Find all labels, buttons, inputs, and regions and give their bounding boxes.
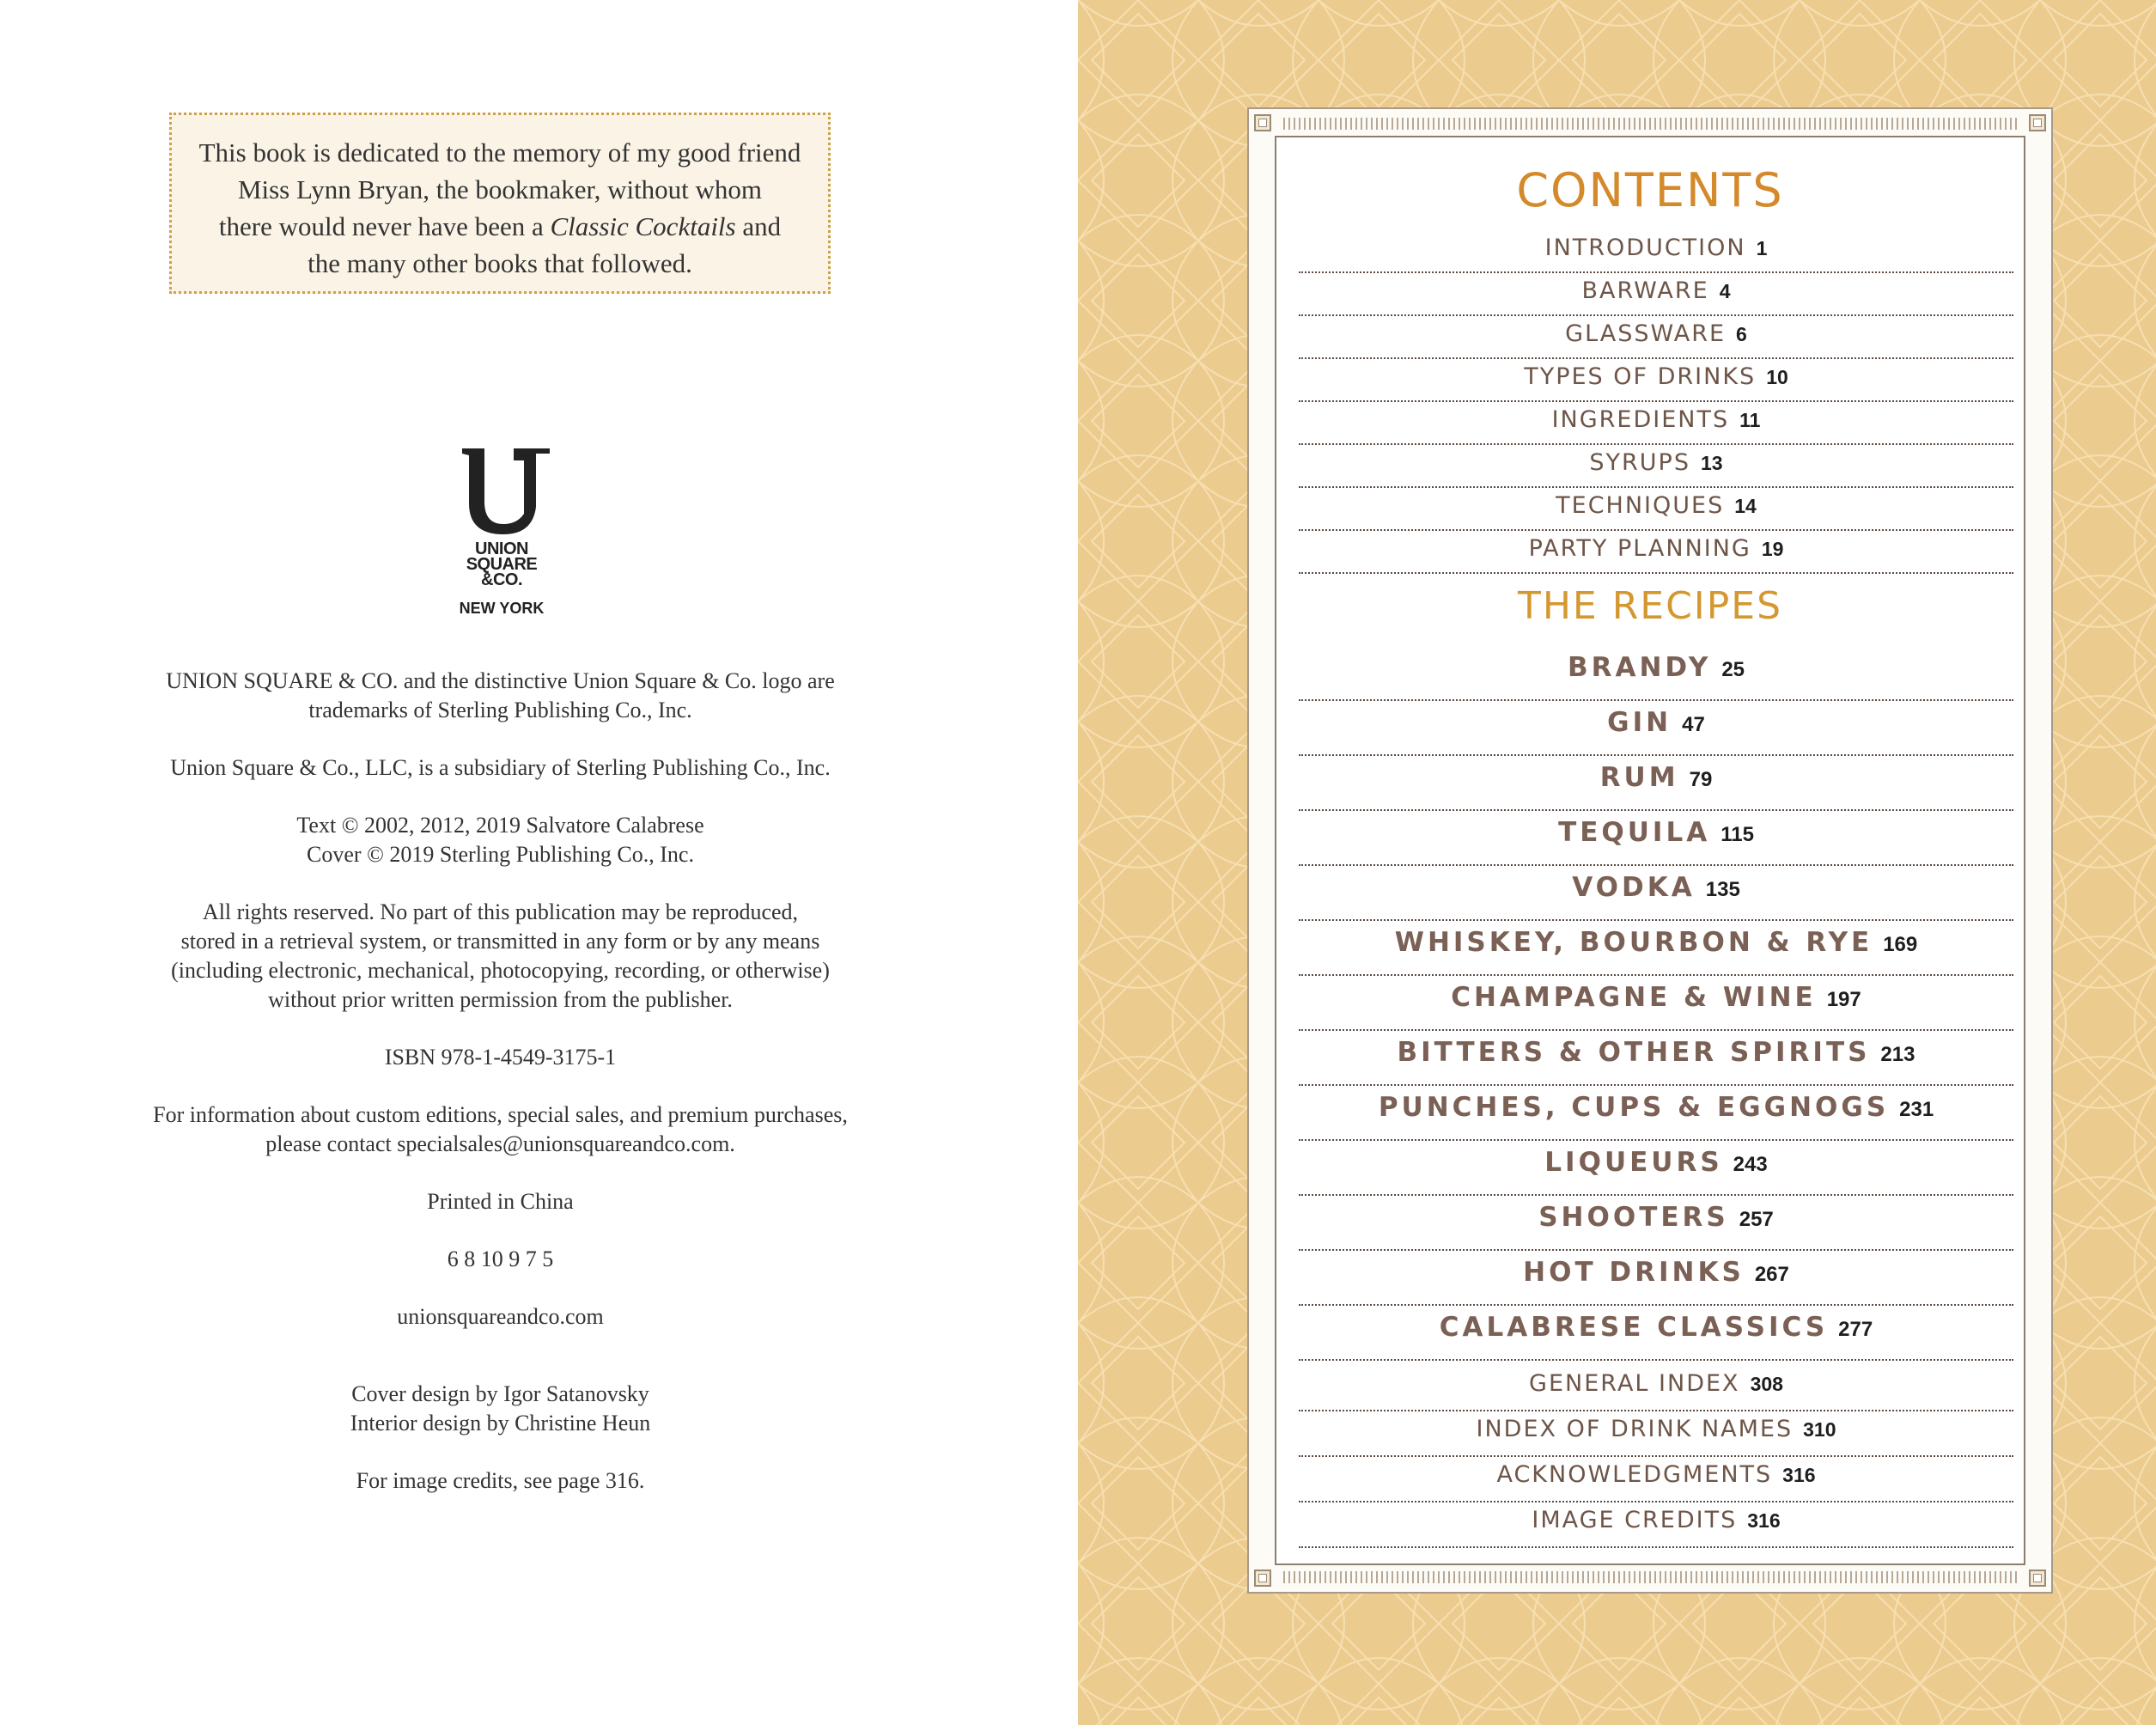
toc-entry[interactable]: INGREDIENTS 11 bbox=[1299, 402, 2013, 445]
toc-recipe-entry[interactable]: VODKA 135 bbox=[1299, 866, 2013, 921]
sales-notice: For information about custom editions, special sales, and premium purchases, please contact specialsales@unionsquareandco.com. bbox=[153, 1102, 848, 1156]
toc-entry[interactable]: TECHNIQUES 14 bbox=[1299, 488, 2013, 531]
subsidiary-notice: Union Square & Co., LLC, is a subsidiary of Sterling Publishing Co., Inc. bbox=[170, 755, 831, 780]
dedication-line: the many other books that followed. bbox=[308, 248, 692, 278]
toc-recipe-entry[interactable]: LIQUEURS 243 bbox=[1299, 1141, 2013, 1196]
toc-entry[interactable]: BARWARE 4 bbox=[1299, 273, 2013, 316]
toc-recipe-entry[interactable]: RUM 79 bbox=[1299, 756, 2013, 811]
toc-recipe-entry[interactable]: PUNCHES, CUPS & EGGNOGS 231 bbox=[1299, 1086, 2013, 1141]
book-title-italic: Classic Cocktails bbox=[550, 211, 736, 241]
toc-recipe-entry[interactable]: SHOOTERS 257 bbox=[1299, 1196, 2013, 1251]
toc-recipe-entry[interactable]: CALABRESE CLASSICS 277 bbox=[1299, 1306, 2013, 1361]
dedication-line: Miss Lynn Bryan, the bookmaker, without whom bbox=[237, 174, 763, 204]
toc-recipe-entry[interactable]: WHISKEY, BOURBON & RYE 169 bbox=[1299, 921, 2013, 976]
printed-in: Printed in China bbox=[427, 1189, 574, 1214]
logo-union: UNION bbox=[475, 539, 528, 558]
rights-notice: All rights reserved. No part of this publication may be reproduced, stored in a retrieval system, or transmitted in any form or by any means (including electronic, mechanical, photocopying, recording, or otherwise) without prior written permission from the publisher. bbox=[171, 899, 830, 1012]
dedication-box bbox=[169, 113, 831, 294]
isbn: ISBN 978-1-4549-3175-1 bbox=[384, 1045, 617, 1070]
recipes-heading: THE RECIPES bbox=[1517, 584, 1783, 628]
trademark-notice: UNION SQUARE & CO. and the distinctive Union Square & Co. logo are trademarks of Sterling Publishing Co., Inc. bbox=[166, 668, 835, 722]
website: unionsquareandco.com bbox=[397, 1304, 604, 1329]
logo-co: &CO. bbox=[481, 570, 522, 589]
copyright-block bbox=[103, 667, 898, 1524]
toc-recipe-entry[interactable]: BRANDY 25 bbox=[1299, 646, 2013, 701]
toc-entry[interactable]: SYRUPS 13 bbox=[1299, 445, 2013, 488]
toc-entry[interactable]: IMAGE CREDITS 316 bbox=[1299, 1503, 2013, 1548]
toc-recipe-entry[interactable]: CHAMPAGNE & WINE 197 bbox=[1299, 976, 2013, 1031]
toc-entry[interactable]: GENERAL INDEX 308 bbox=[1299, 1366, 2013, 1411]
publisher-logo bbox=[450, 445, 553, 618]
frame-border-ticks bbox=[1283, 1571, 2017, 1583]
frame-corner-ornament bbox=[2029, 1570, 2046, 1587]
dedication-line: This book is dedicated to the memory of my good friend bbox=[198, 137, 801, 168]
toc-entry[interactable]: INDEX OF DRINK NAMES 310 bbox=[1299, 1411, 2013, 1457]
toc-recipe-entry[interactable]: BITTERS & OTHER SPIRITS 213 bbox=[1299, 1031, 2013, 1086]
frame-corner-ornament bbox=[1254, 1570, 1271, 1587]
toc-entry[interactable]: GLASSWARE 6 bbox=[1299, 316, 2013, 359]
union-square-u-icon bbox=[450, 445, 553, 541]
toc-recipe-entry[interactable]: TEQUILA 115 bbox=[1299, 811, 2013, 866]
frame-corner-ornament bbox=[2029, 114, 2046, 131]
image-credits-note: For image credits, see page 316. bbox=[356, 1468, 645, 1493]
frame-corner-ornament bbox=[1254, 114, 1271, 131]
contents-heading: CONTENTS bbox=[1516, 163, 1784, 217]
toc-entry[interactable]: ACKNOWLEDGMENTS 316 bbox=[1299, 1457, 2013, 1503]
copyright-notice: Text © 2002, 2012, 2019 Salvatore Calabrese Cover © 2019 Sterling Publishing Co., Inc. bbox=[296, 813, 704, 867]
logo-city: NEW YORK bbox=[459, 600, 545, 617]
design-credits: Cover design by Igor Satanovsky Interior design by Christine Heun bbox=[350, 1381, 651, 1435]
toc-recipe-entry[interactable]: GIN 47 bbox=[1299, 701, 2013, 756]
frame-border-ticks bbox=[1283, 118, 2017, 130]
toc-entry[interactable]: TYPES OF DRINKS 10 bbox=[1299, 359, 2013, 402]
toc-entry[interactable]: PARTY PLANNING 19 bbox=[1299, 531, 2013, 574]
printing-line: 6 8 10 9 7 5 bbox=[447, 1247, 554, 1271]
toc-recipe-entry[interactable]: HOT DRINKS 267 bbox=[1299, 1251, 2013, 1306]
toc-entry[interactable]: INTRODUCTION 1 bbox=[1299, 230, 2013, 273]
dedication-line: there would never have been a Classic Cocktails and bbox=[218, 211, 782, 241]
logo-square: SQUARE bbox=[466, 555, 538, 574]
